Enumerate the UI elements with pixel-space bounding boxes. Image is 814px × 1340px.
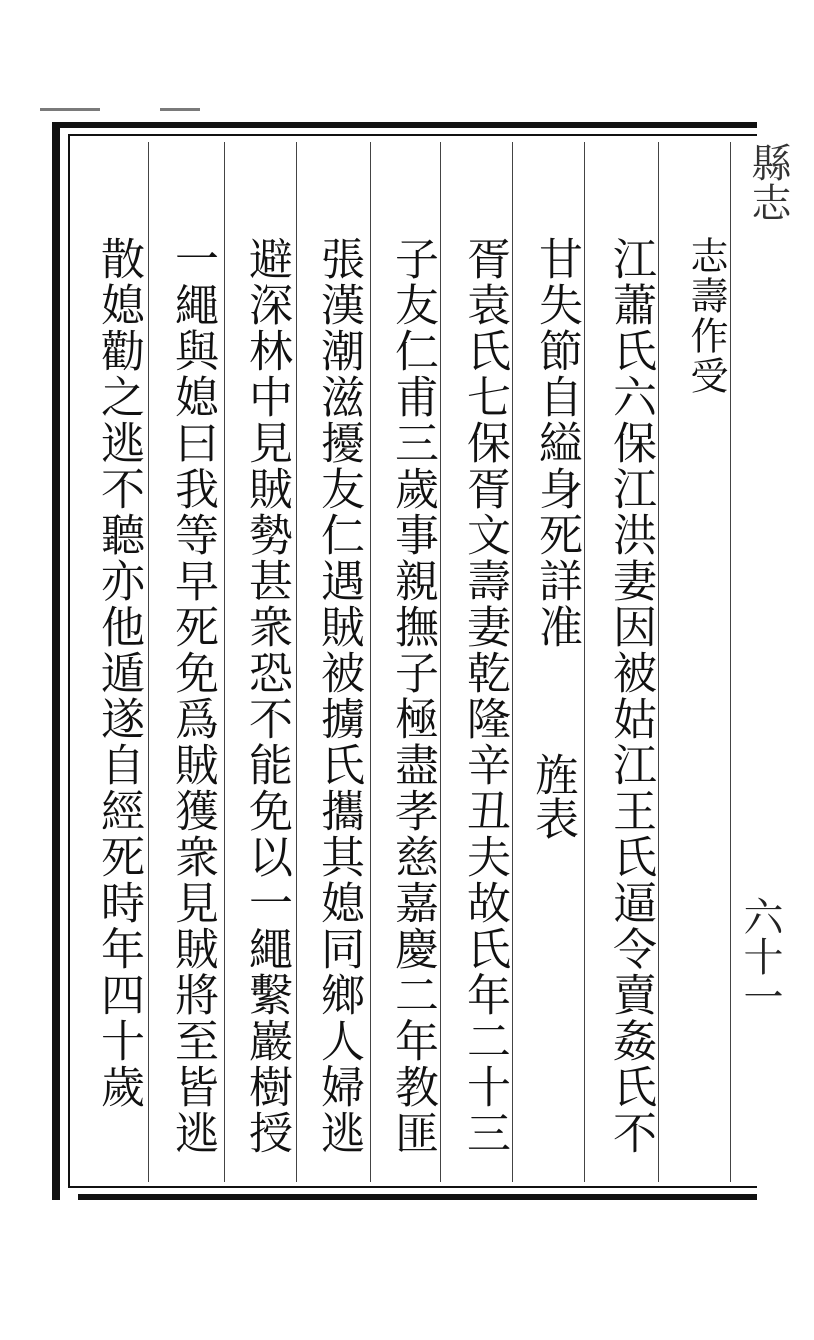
frame-border-bottom [78,1194,757,1200]
text-column-4: 胥袁氏七保胥文壽妻乾隆辛丑夫故氏年二十三 [459,236,510,1156]
text-column-7: 避深林中見賊勢甚衆恐不能免以一繩繫巖樹授 [241,236,292,1156]
frame-inner-top [68,134,757,136]
column-rule [224,142,225,1182]
scan-mark [160,108,200,111]
folio-number: 六十一 [737,896,783,1016]
frame-border-top [52,122,757,128]
text-column-5: 子友仁甫三歲事親撫子極盡孝慈嘉慶二年教匪 [387,236,438,1156]
column-rule [148,142,149,1182]
column-rule [370,142,371,1182]
scan-mark [40,108,100,111]
text-column-8: 一繩與媳曰我等早死免爲賊獲衆見賊將至皆逃 [167,236,218,1156]
running-title: 縣志 [745,142,791,222]
text-column-9: 散媳勸之逃不聽亦他遁遂自經死時年四十歲 [93,236,144,1110]
text-column-3-honorific: 旌表 [527,752,578,840]
frame-inner-bottom [68,1186,757,1188]
text-column-2: 江蕭氏六保江洪妻因被姑江王氏逼令賣姦氏不 [605,236,656,1156]
frame-border-left [52,122,60,1200]
text-column-6: 張漢潮滋擾友仁遇賊被擄氏攜其媳同鄉人婦逃 [313,236,364,1156]
text-column-3: 甘失節自縊身死詳准 [531,236,582,650]
column-rule [296,142,297,1182]
frame-inner-left [68,134,70,1188]
text-column-1: 志壽作受 [684,236,728,396]
